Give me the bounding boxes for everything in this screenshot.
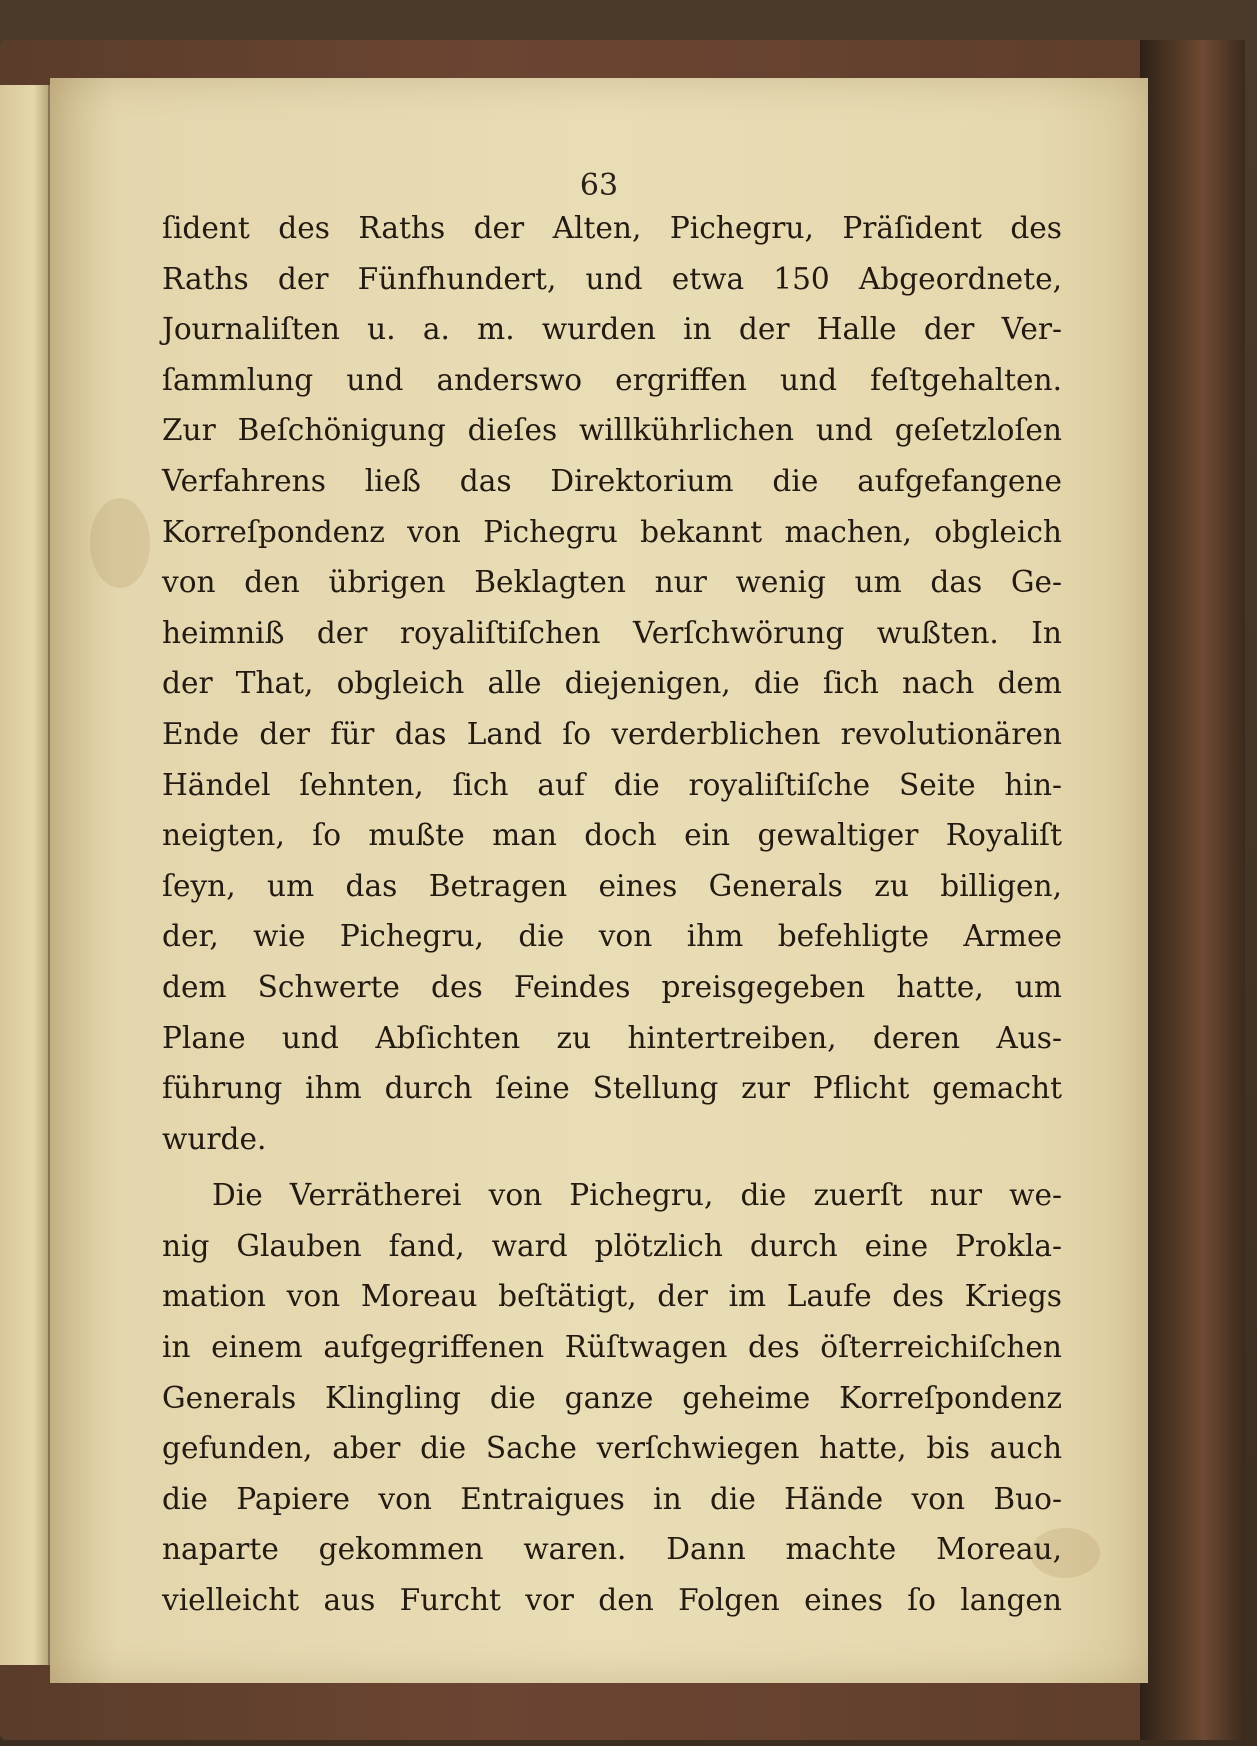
- text-line: Verfahrens ließ das Direktorium die aufgefangene: [162, 463, 1062, 498]
- text-line: ſammlung und anderswo ergriffen und feſtgehalten.: [162, 362, 1062, 397]
- text-line: Journaliſten u. a. m. wurden in der Halle der Ver-: [162, 312, 1062, 347]
- text-line: heimniß der royaliſtiſchen Verſchwörung wußten. In: [162, 615, 1062, 650]
- paper-stain: [90, 498, 150, 588]
- text-line: Generals Klingling die ganze geheime Korreſpondenz: [162, 1380, 1062, 1415]
- text-line: wurde.: [162, 1121, 267, 1156]
- paragraph-2: [162, 1170, 1062, 1625]
- text-line: in einem aufgegriffenen Rüſtwagen des öſterreichiſchen: [162, 1330, 1062, 1365]
- text-line: gefunden, aber die Sache verſchwiegen hatte, bis auch: [162, 1431, 1062, 1466]
- text-line: neigten, ſo mußte man doch ein gewaltiger Royaliſt: [162, 818, 1062, 853]
- page-number: 63: [579, 168, 619, 203]
- text-line: Korreſpondenz von Pichegru bekannt machen, obgleich: [162, 514, 1062, 549]
- paragraph-1: [162, 203, 1062, 1164]
- body-text: [162, 203, 1062, 1626]
- text-line: nig Glauben fand, ward plötzlich durch eine Prokla-: [162, 1228, 1062, 1263]
- text-line: führung ihm durch ſeine Stellung zur Pflicht gemacht: [162, 1071, 1062, 1106]
- text-line: der That, obgleich alle diejenigen, die ſich nach dem: [162, 666, 1062, 701]
- left-page-edge: [0, 85, 50, 1665]
- text-line: Raths der Fünfhundert, und etwa 150 Abgeordnete,: [162, 261, 1062, 296]
- text-line: die Papiere von Entraigues in die Hände von Buo-: [162, 1481, 1062, 1516]
- text-line: Zur Beſchönigung dieſes willkührlichen und geſetzloſen: [162, 413, 1062, 448]
- book-page: [50, 78, 1148, 1683]
- text-line: ſeyn, um das Betragen eines Generals zu billigen,: [162, 868, 1062, 903]
- text-line: naparte gekommen waren. Dann machte Moreau,: [162, 1532, 1062, 1567]
- text-line: von den übrigen Beklagten nur wenig um das Ge-: [162, 565, 1062, 600]
- text-line: dem Schwerte des Feindes preisgegeben hatte, um: [162, 969, 1062, 1004]
- text-line: der, wie Pichegru, die von ihm befehligte Armee: [162, 919, 1062, 954]
- text-line: Plane und Abſichten zu hintertreiben, deren Aus-: [162, 1020, 1062, 1055]
- text-line: Ende der für das Land ſo verderblichen revolutionären: [162, 716, 1062, 751]
- text-line: mation von Moreau beſtätigt, der im Laufe des Kriegs: [162, 1279, 1062, 1314]
- book-cover-edge: [1140, 40, 1245, 1740]
- text-line: Händel ſehnten, ſich auf die royaliſtiſche Seite hin-: [162, 767, 1062, 802]
- text-line: ſident des Raths der Alten, Pichegru, Präſident des: [162, 211, 1062, 245]
- text-line: vielleicht aus Furcht vor den Folgen eines ſo langen: [162, 1583, 1062, 1618]
- text-line: Die Verrätherei von Pichegru, die zuerſt nur we-: [212, 1178, 1062, 1213]
